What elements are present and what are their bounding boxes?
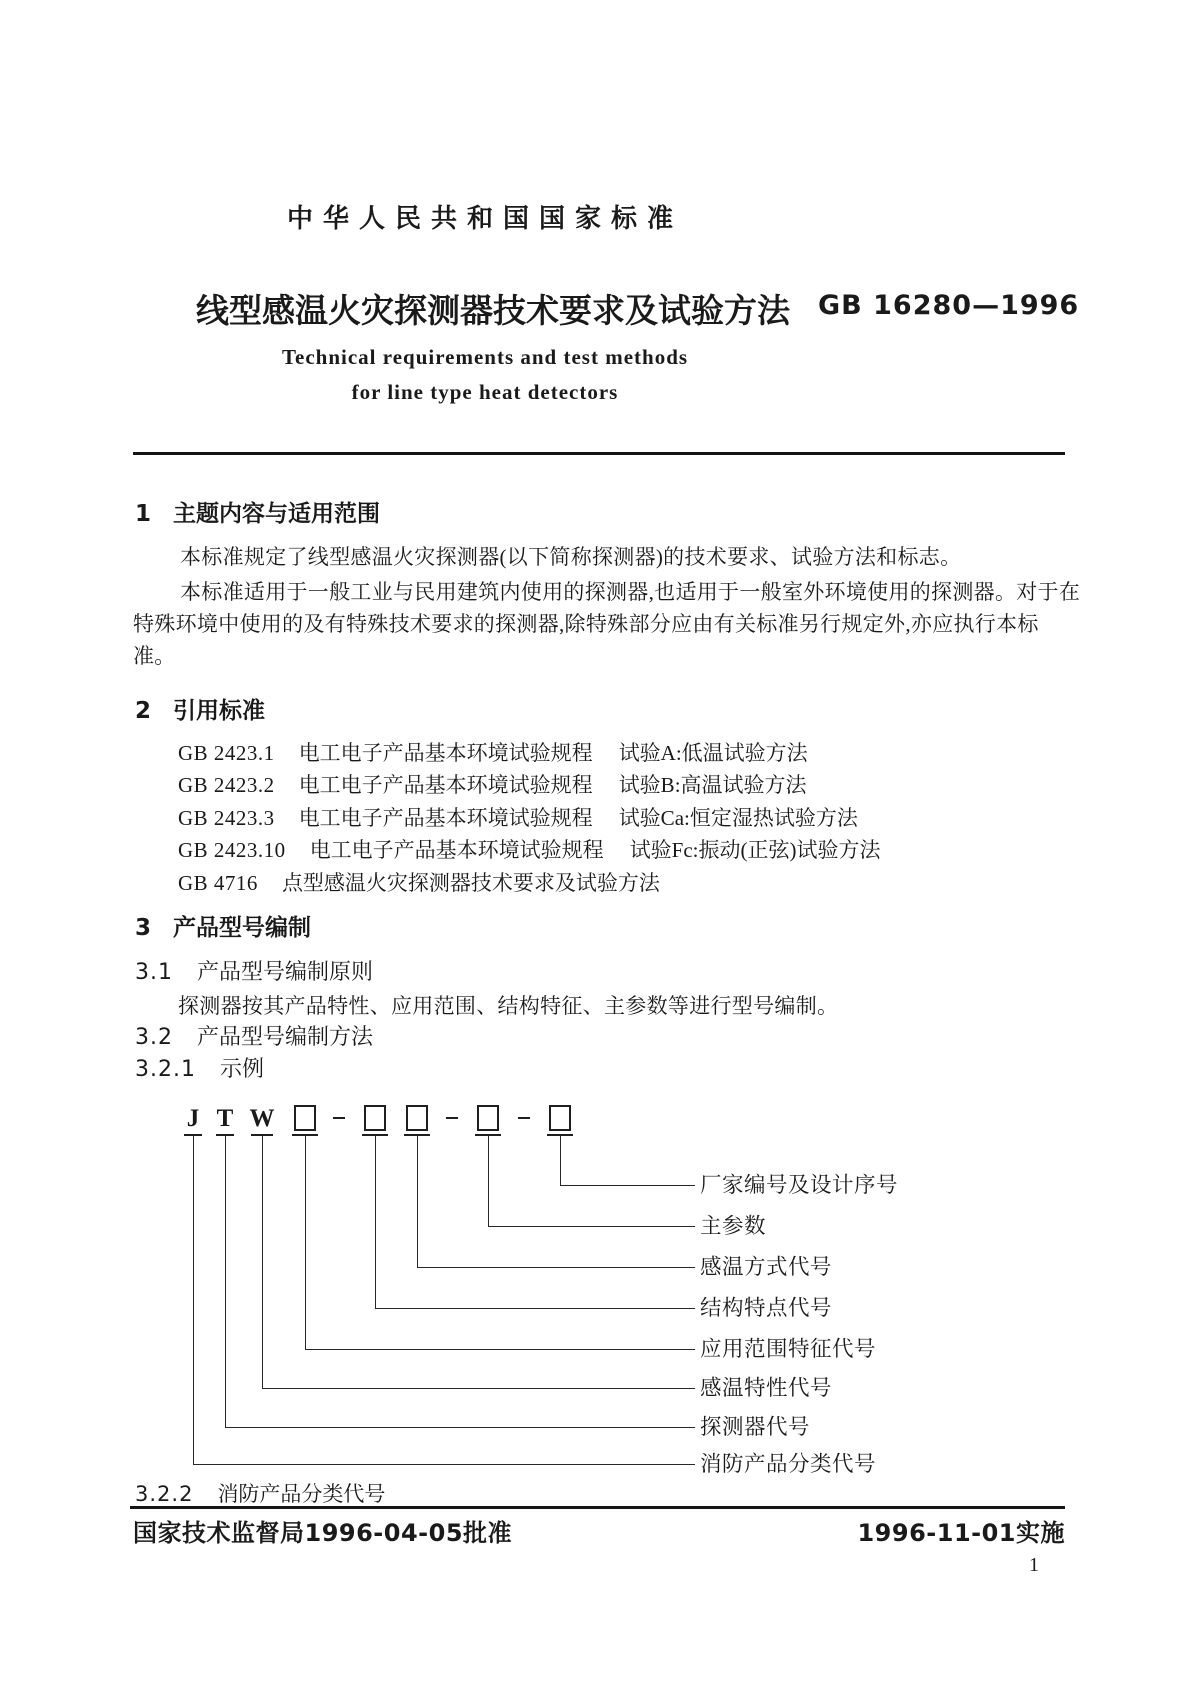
section2-heading [135,692,265,725]
subsection-3-2-title: 产品型号编制方法 [197,1024,374,1049]
paragraph2-line1: 本标准适用于一般工业与民用建筑内使用的探测器,也适用于一般室外环境使用的探测器。对于在 [180,580,1081,604]
approval-note: 国家技术监督局1996-04-05批准 [133,1519,513,1547]
subsection-3-1-text: 探测器按其产品特性、应用范围、结构特征、主参数等进行型号编制。 [178,994,839,1018]
model-letter-W: W [251,1104,273,1136]
diagram-label-application-range: 应用范围特征代号 [700,1337,877,1361]
reference-code: GB 2423.3 [178,805,275,830]
subsection-3-2-1-number: 3.2.1 [135,1057,196,1082]
subsection-3-1-number: 3.1 [135,960,173,985]
footer-rule [130,1506,1065,1509]
title-english-line2: for line type heat detectors [351,380,619,404]
header-rule [133,452,1065,455]
model-letter-T: T [216,1104,234,1136]
reference-code: GB 4716 [178,870,258,895]
diagram-label-factory-code: 厂家编号及设计序号 [700,1173,899,1197]
implementation-note: 1996-11-01实施 [857,1519,1065,1547]
diagram-label-structure-feature: 结构特点代号 [700,1296,833,1320]
reference-code: GB 2423.1 [178,741,275,765]
reference-method: 试验Ca:恒定湿热试验方法 [618,805,858,830]
subsection-3-1-title: 产品型号编制原则 [197,959,374,984]
reference-title: 点型感温火灾探测器技术要求及试验方法 [281,870,660,895]
diagram-label-sensing-mode: 感温方式代号 [700,1255,833,1279]
model-box-3 [404,1104,430,1136]
subsection-3-2-1 [135,1052,264,1083]
section3-number: 3 [135,915,152,941]
reference-title: 电工电子产品基本环境试验规程 [298,773,593,798]
reference-method: 试验Fc:振动(正弦)试验方法 [629,838,881,863]
reference-item [178,802,881,834]
diagram-label-main-parameter: 主参数 [700,1214,767,1238]
subsection-3-2-1-title: 示例 [219,1056,264,1081]
diagram-label-sensing-characteristic: 感温特性代号 [700,1376,833,1400]
reference-item [178,867,881,899]
subsection-3-1 [135,955,373,986]
reference-code: GB 2423.2 [178,773,275,798]
section1-number: 1 [135,501,152,527]
standard-header: 中华人民共和国国家标准 [286,204,683,234]
placeholder-box-icon [477,1105,499,1131]
subsection-3-2-2-title: 消防产品分类代号 [217,1482,386,1506]
reference-item [178,737,881,769]
placeholder-box-icon [406,1105,428,1131]
reference-title: 电工电子产品基本环境试验规程 [309,838,604,863]
section2-number: 2 [135,698,152,724]
section1-paragraph1: 本标准规定了线型感温火灾探测器(以下简称探测器)的技术要求、试验方法和标志。 [180,545,962,569]
model-letter-J: J [184,1104,202,1136]
model-box-1 [292,1104,318,1136]
reference-method: 试验B:高温试验方法 [618,773,807,798]
title-english-line1: Technical requirements and test methods [281,345,689,369]
reference-item [178,834,881,866]
reference-title: 电工电子产品基本环境试验规程 [298,805,593,830]
paragraph2-line3: 准。 [133,644,176,668]
reference-code: GB 2423.10 [178,838,286,863]
section1-heading [135,495,380,528]
diagram-label-fire-product-class: 消防产品分类代号 [700,1452,877,1476]
standard-number: GB 16280—1996 [818,290,1080,321]
subsection-3-2-2 [135,1478,385,1508]
section2-title: 引用标准 [173,698,265,724]
page-number: 1 [1029,1554,1039,1576]
subsection-3-2-2-number: 3.2.2 [135,1482,194,1506]
hyphen-separator [518,1117,530,1119]
section3-heading [135,909,311,942]
hyphen-separator [333,1117,345,1119]
page-title: 线型感温火灾探测器技术要求及试验方法 [196,291,790,330]
section1-paragraph2 [133,576,1081,672]
model-box-5 [547,1104,573,1136]
subsection-3-2-number: 3.2 [135,1025,173,1050]
reference-list [178,737,881,899]
reference-item [178,769,881,801]
section3-title: 产品型号编制 [173,915,311,941]
section1-title: 主题内容与适用范围 [173,501,380,527]
paragraph2-line2: 特殊环境中使用的及有特殊技术要求的探测器,除特殊部分应由有关标准另行规定外,亦应执行本标 [133,612,1039,636]
placeholder-box-icon [364,1105,386,1131]
model-box-2 [362,1104,388,1136]
model-box-4 [475,1104,501,1136]
diagram-label-detector-code: 探测器代号 [700,1415,811,1439]
reference-title: 电工电子产品基本环境试验规程 [298,741,593,765]
hyphen-separator [446,1117,458,1119]
placeholder-box-icon [549,1105,571,1131]
connector-line-fire-product-class [193,1136,695,1465]
placeholder-box-icon [294,1105,316,1131]
subsection-3-2 [135,1020,373,1051]
reference-method: 试验A:低温试验方法 [618,741,808,765]
